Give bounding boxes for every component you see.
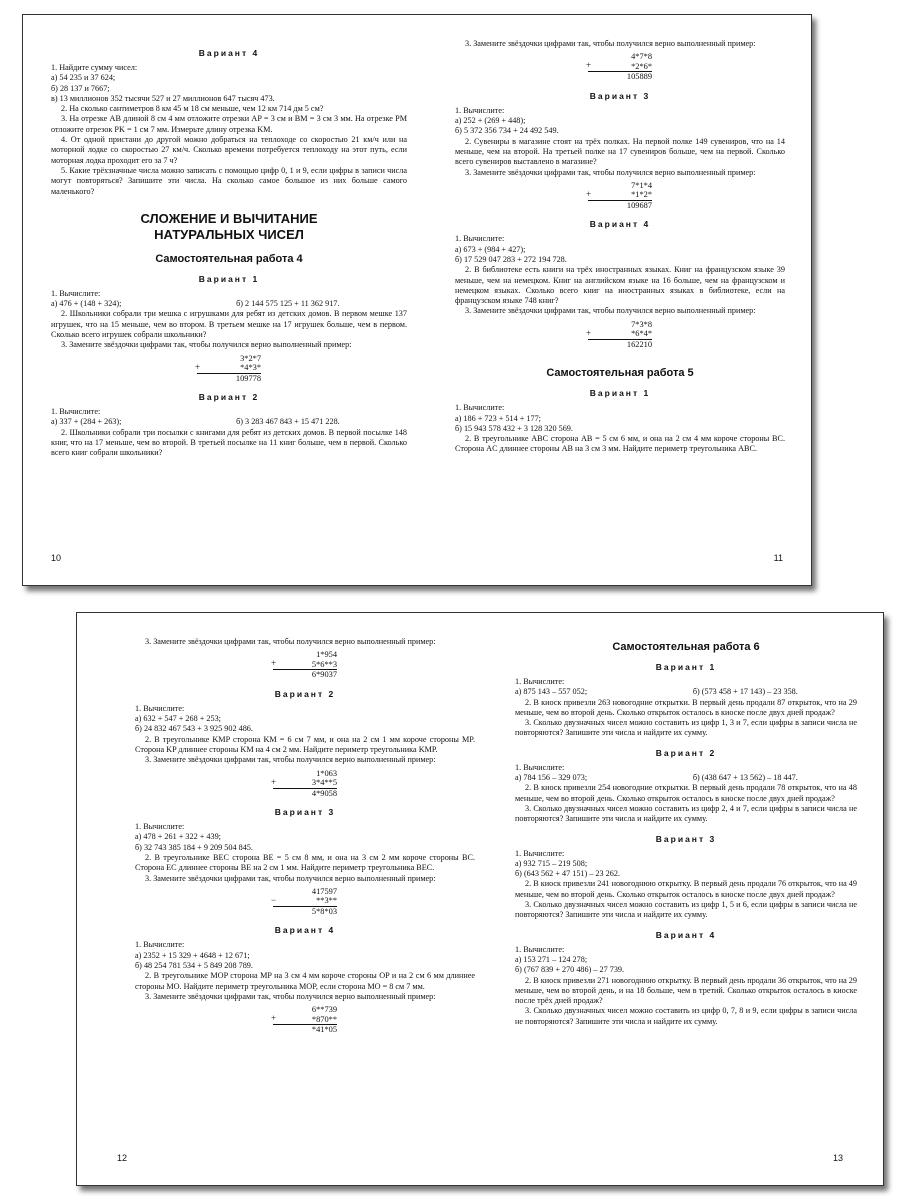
addend-2: 5*6**3 <box>311 659 337 669</box>
addend-1: 1*954 <box>316 650 337 660</box>
page-number: 13 <box>832 1153 843 1163</box>
task-paragraph: 2. В треугольнике MOP сторона MP на 3 см 4 мм короче стороны OP и на 2 см 6 мм длиннее стороны MO. Найдите периметр треугольника MOP, если сторона MO = 8 см 7 мм. <box>135 971 475 991</box>
page-number: 12 <box>117 1153 128 1163</box>
page-number: 10 <box>51 553 62 563</box>
task-line: б) (767 839 + 270 486) – 27 739. <box>515 965 625 975</box>
section-heading <box>51 211 407 243</box>
task-paragraph: 3. Сколько двузначных чисел можно составить из цифр 0, 7, 8 и 9, если цифры в записи числа не повторяются? Запишите эти числа и найдите их сумму. <box>515 1006 857 1026</box>
variant-heading: Вариант 2 <box>274 688 336 699</box>
task-paragraph: 2. В киоск привезли 241 новогоднюю открытку. В первый день продали 76 открыток, что на 49 меньше, чем во второй день. Сколько открыток осталось в киоске после двух дней продаж? <box>515 879 857 899</box>
column-addition <box>197 354 261 384</box>
addend-1: 7*3*8 <box>631 319 652 329</box>
page-11 <box>455 39 785 585</box>
sum-result: 109687 <box>588 200 652 211</box>
task-line: 1. Вычислите: <box>455 105 505 115</box>
addend-1: 7*1*4 <box>631 180 652 190</box>
sum-result: 4*9058 <box>273 788 337 799</box>
sum-result: 6*9037 <box>273 669 337 680</box>
task-line: 1. Найдите сумму чисел: <box>51 63 138 72</box>
task-line: а) 252 + (269 + 448); <box>455 116 526 126</box>
task-paragraph: 2. В треугольнике KMP сторона KM = 6 см 7 мм, и она на 2 см 1 мм короче стороны MP. Сторона KP длиннее стороны KM на 4 см 2 мм. Найдите периметр треугольника KMP. <box>135 734 475 754</box>
task-paragraph: 3. Сколько двузначных чисел можно составить из цифр 1, 5 и 6, если цифры в записи числа не повторяются? Запишите эти числа и найдите их сумму. <box>515 900 857 920</box>
addend-2: *2*6* <box>631 61 652 71</box>
variant-heading: Вариант 4 <box>274 925 336 936</box>
task-row <box>515 773 857 783</box>
plus-sign: + <box>586 188 592 199</box>
task-paragraph: 3. Замените звёздочки цифрами так, чтобы получился верно выполненный пример: <box>61 340 352 350</box>
task-line: б) 28 137 и 7667; <box>51 83 110 93</box>
task-line: а) 2352 + 15 329 + 4648 + 12 671; <box>135 950 250 960</box>
task-line: б) 17 529 047 283 + 272 194 728. <box>455 254 567 264</box>
addend-2: 3*4**5 <box>311 778 337 788</box>
minus-sign: − <box>271 894 277 905</box>
work-heading: Самостоятельная работа 4 <box>155 252 303 265</box>
page-12 <box>135 637 475 1185</box>
sum-result: 105889 <box>588 71 652 82</box>
column-addition <box>588 320 652 350</box>
page-10 <box>51 39 407 585</box>
task-paragraph: 3. Замените звёздочки цифрами так, чтобы получился верно выполненный пример: <box>145 755 436 765</box>
plus-sign: + <box>586 327 592 338</box>
task-line: а) 186 + 723 + 514 + 177; <box>455 413 541 423</box>
task-line: 1. Вычислите: <box>515 762 565 772</box>
variant-heading: Вариант 1 <box>198 273 260 284</box>
addend-2: *1*2* <box>631 190 652 200</box>
task-paragraph: 3. Замените звёздочки цифрами так, чтобы получился верно выполненный пример: <box>145 637 436 646</box>
column-subtraction <box>273 887 337 917</box>
task-line: б) 32 743 385 184 + 9 209 504 845. <box>135 842 253 852</box>
spread-pages-12-13 <box>76 612 884 1186</box>
subtrahend: **3** <box>316 896 337 906</box>
plus-sign: + <box>195 361 201 372</box>
plus-sign: + <box>586 60 592 71</box>
variant-heading: Вариант 4 <box>589 219 651 230</box>
variant-heading: Вариант 3 <box>589 90 651 101</box>
work-heading: Самостоятельная работа 6 <box>612 641 760 653</box>
task-b: б) 2 144 575 125 + 11 362 917. <box>236 299 340 309</box>
task-a: а) 476 + (148 + 324); <box>51 299 122 309</box>
section-heading-line: НАТУРАЛЬНЫХ ЧИСЕЛ <box>154 226 304 242</box>
task-line: 1. Вычислите: <box>51 407 101 417</box>
task-paragraph: 3. Замените звёздочки цифрами так, чтобы получился верно выполненный пример: <box>145 873 436 883</box>
variant-heading: Вариант 4 <box>655 929 717 940</box>
task-line: б) (643 562 + 47 151) – 23 262. <box>515 869 620 879</box>
column-addition <box>273 650 337 680</box>
task-line: 1. Вычислите: <box>455 403 505 413</box>
column-addition <box>588 181 652 211</box>
variant-heading: Вариант 2 <box>198 392 260 403</box>
minuend: 417597 <box>311 886 337 896</box>
task-line: а) 153 271 – 124 278; <box>515 954 588 964</box>
task-a: а) 875 143 – 557 052; <box>515 687 588 697</box>
task-paragraph: 2. В библиотеке есть книги на трёх иностранных языках. Книг на французском языке 39 меньше, чем на немецком. Книг на английском языке на 16 больше, чем на французском и немецком языках. Сколько всего книг на иностранных языках в библиотеке, если на французском языке 748 книг? <box>455 265 785 306</box>
page-13 <box>515 637 857 1185</box>
task-paragraph: 5. Какие трёхзначные числа можно записать с помощью цифр 0, 1 и 9, если цифры в записи числа могут повторяться? Запишите эти числа. На сколько самое большое из них больше самого маленького? <box>51 165 407 196</box>
spread-pages-10-11 <box>22 14 812 586</box>
task-paragraph: 3. Замените звёздочки цифрами так, чтобы получился верно выполненный пример: <box>465 306 756 316</box>
task-paragraph: 2. На сколько сантиметров 8 км 45 м 18 см меньше, чем 12 км 714 дм 5 см? <box>61 104 324 114</box>
task-paragraph: 3. Сколько двузначных чисел можно составить из цифр 2, 4 и 7, если цифры в записи числа не повторяются? Запишите эти числа и найдите их сумму. <box>515 803 857 824</box>
plus-sign: + <box>271 776 277 787</box>
task-paragraph: 3. Замените звёздочки цифрами так, чтобы получился верно выполненный пример: <box>145 991 436 1001</box>
addend-1: 4*7*8 <box>631 52 652 62</box>
plus-sign: + <box>271 658 277 669</box>
task-a: а) 337 + (284 + 263); <box>51 417 122 427</box>
task-b: б) 3 283 467 843 + 15 471 228. <box>236 417 340 427</box>
variant-heading: Вариант 4 <box>198 48 260 58</box>
difference-result: 5*8*03 <box>273 906 337 917</box>
task-line: 1. Вычислите: <box>515 848 565 858</box>
task-line: а) 673 + (984 + 427); <box>455 244 526 254</box>
task-line: 1. Вычислите: <box>51 288 101 298</box>
task-line: 1. Вычислите: <box>515 677 565 686</box>
task-line: а) 632 + 547 + 268 + 253; <box>135 714 221 724</box>
section-heading-line: СЛОЖЕНИЕ И ВЫЧИТАНИЕ <box>140 210 318 226</box>
addend-2: *6*4* <box>631 329 652 339</box>
variant-heading: Вариант 3 <box>274 807 336 818</box>
task-paragraph: 2. Школьники собрали три мешка с игрушками для ребят из детских домов. В первом мешке 137 игрушек, что на 15 меньше, чем во втором. В третьем мешке на 17 игрушек больше, чем в первом. Сколько всего игрушек собрали школьники? <box>51 309 407 340</box>
column-addition <box>588 52 652 82</box>
page-number: 11 <box>773 553 783 563</box>
task-row <box>51 299 407 309</box>
task-paragraph: 2. В треугольнике ABC сторона AB = 5 см 6 мм, и она на 2 см 4 мм короче стороны BC. Сторона AC длиннее стороны AB на 3 см 3 мм. Найдите периметр треугольника ABC. <box>455 434 785 454</box>
variant-heading: Вариант 2 <box>655 747 717 758</box>
task-line: 1. Вычислите: <box>515 944 565 954</box>
task-line: 1. Вычислите: <box>135 822 185 832</box>
work-heading: Самостоятельная работа 5 <box>546 367 694 380</box>
task-row <box>515 687 857 697</box>
addend-2: *4*3* <box>240 363 261 373</box>
variant-heading: Вариант 3 <box>655 833 717 844</box>
task-paragraph: 2. Школьники собрали три посылки с книгами для ребят из детских домов. В первой посылке 148 книг, что на 17 меньше, чем во второй. В третьей посылке на 11 книг больше, чем в первой. Сколько всего книг собрали школьники? <box>51 427 407 458</box>
task-line: 1. Вычислите: <box>135 940 185 950</box>
task-line: 1. Вычислите: <box>135 703 185 713</box>
task-paragraph: 3. Замените звёздочки цифрами так, чтобы получился верно выполненный пример: <box>465 39 756 48</box>
task-row <box>51 417 407 427</box>
task-paragraph: 2. В треугольнике BEC сторона BE = 5 см 8 мм, и она на 3 см 2 мм короче стороны BC. Сторона EC длиннее стороны BE на 2 см 1 мм. Найдите периметр треугольника BEC. <box>135 852 475 873</box>
task-paragraph: 4. От одной пристани до другой можно добраться на теплоходе со скоростью 21 км/ч или на моторной лодке со скоростью 27 км/ч. Сколько времени потребуется теплоходу на этот путь, если моторная лодка проходит его за 7 ч? <box>51 135 407 165</box>
task-line: б) 15 943 578 432 + 3 128 320 569. <box>455 423 573 433</box>
task-paragraph: 2. Сувениры в магазине стоят на трёх полках. На первой полке 149 сувениров, что на 14 меньше, чем на второй. На третьей полке на 17 сувениров больше, чем на первой. Сколько всего сувениров выставлено в магазине? <box>455 136 785 167</box>
task-line: б) 48 254 781 534 + 5 849 208 789. <box>135 960 253 970</box>
task-paragraph: 2. В киоск привезли 263 новогодние открытки. В первый день продали 87 открыток, что на 29 меньше, чем во второй день. Сколько открыток осталось в киоске после двух дней продаж? <box>515 697 857 717</box>
column-addition <box>273 769 337 799</box>
task-line: а) 54 235 и 37 624; <box>51 73 116 83</box>
task-paragraph: 2. В киоск привезли 271 новогоднюю открытку. В первый день продали 36 открыток, что на 29 меньше, чем во второй день, и на 18 больше, чем в третий. Сколько открыток осталось в киоске после трёх дней продаж? <box>515 975 857 1006</box>
task-b: б) (573 458 + 17 143) – 23 358. <box>692 687 798 697</box>
addend-1: 3*2*7 <box>240 353 261 363</box>
task-a: а) 784 156 – 329 073; <box>515 773 588 783</box>
task-paragraph: 3. Замените звёздочки цифрами так, чтобы получился верно выполненный пример: <box>465 167 756 177</box>
column-addition <box>273 1005 337 1035</box>
task-line: а) 932 715 – 219 508; <box>515 858 588 868</box>
sum-result: *41*05 <box>273 1024 337 1035</box>
addend-1: 1*063 <box>316 768 337 778</box>
plus-sign: + <box>271 1013 277 1024</box>
task-line: а) 478 + 261 + 322 + 439; <box>135 832 221 842</box>
sum-result: 109778 <box>197 373 261 384</box>
task-b: б) (438 647 + 13 562) – 18 447. <box>692 773 798 783</box>
addend-2: *870** <box>311 1014 337 1024</box>
task-line: б) 5 372 356 734 + 24 492 549. <box>455 126 559 136</box>
task-line: в) 13 миллионов 352 тысячи 527 и 27 миллионов 647 тысяч 473. <box>51 93 275 103</box>
addend-1: 6**739 <box>311 1005 337 1015</box>
variant-heading: Вариант 1 <box>589 388 651 399</box>
task-paragraph: 3. Сколько двузначных чисел можно составить из цифр 1, 3 и 7, если цифры в записи числа не повторяются? Запишите эти числа и найдите их сумму. <box>515 718 857 738</box>
variant-heading: Вариант 1 <box>655 662 717 672</box>
task-paragraph: 2. В киоск привезли 254 новогодние открытки. В первый день продали 78 открыток, что на 48 меньше, чем во второй день. Сколько открыток осталось в киоске после двух дней продаж? <box>515 783 857 803</box>
task-paragraph: 3. На отрезке AB длиной 8 см 4 мм отложите отрезки AP = 3 см и BM = 3 см 3 мм. На отрезке PM отложите отрезок PK = 1 см 7 мм. Измерьте длину отрезка KM. <box>51 114 407 134</box>
sum-result: 162210 <box>588 339 652 350</box>
task-line: б) 24 832 467 543 + 3 925 902 486. <box>135 724 253 734</box>
task-line: 1. Вычислите: <box>455 234 505 244</box>
